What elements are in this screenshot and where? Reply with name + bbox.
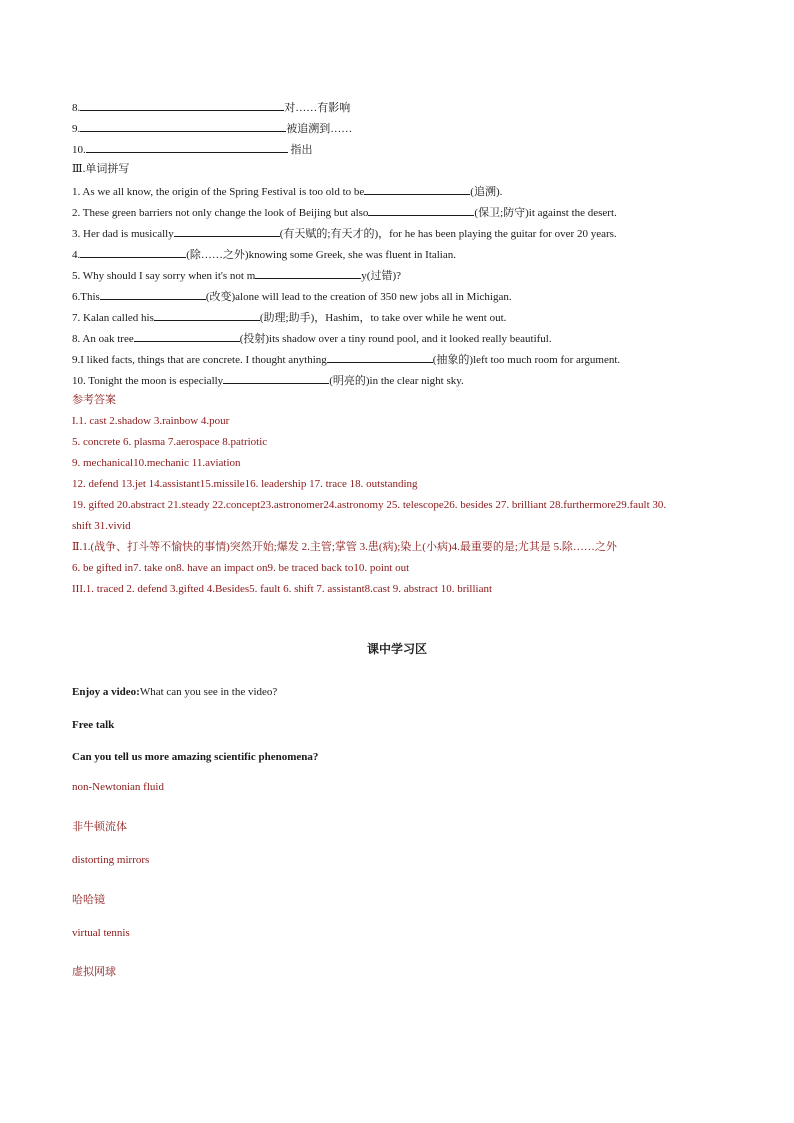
phenomenon-item: 虚拟网球 [72,966,116,978]
answer-blank[interactable] [154,309,260,321]
answer-line: 12. defend 13.jet 14.assistant15.missile16. leadership 17. trace 18. outstanding [72,478,418,490]
spelling-item: 1. As we all know, the origin of the Spring Festival is too old to be (追溯). [72,183,732,204]
answer-blank[interactable] [368,204,474,216]
spelling-item: 5. Why should I say sorry when it's not m y(过错)? [72,267,732,288]
answer-line: I.1. cast 2.shadow 3.rainbow 4.pour [72,415,230,427]
spelling-item: 3. Her dad is musically (有天赋的;有天才的)，for he has been playing the guitar for over 20 years. [72,225,732,246]
section-title: Ⅲ.单词拼写 [72,163,130,175]
phenomenon-item: distorting mirrors [72,854,150,866]
spelling-item: 6.This (改变)alone will lead to the creation of 350 new jobs all in Michigan. [72,288,732,309]
answer-line: shift 31.vivid [72,520,131,532]
spelling-item: 4. (除……之外)knowing some Greek, she was fluent in Italian. [72,246,732,267]
video-prompt: Enjoy a video:What can you see in the video? [72,686,278,698]
discussion-question: Can you tell us more amazing scientific phenomena? [72,751,319,763]
answer-blank[interactable] [80,246,186,258]
phenomenon-item: virtual tennis [72,927,130,939]
answer-blank[interactable] [86,141,288,153]
answer-line: 9. mechanical10.mechanic 11.aviation [72,457,241,469]
answer-line: Ⅱ.1.(战争、打斗等不愉快的事情)突然开始;爆发 2.主管;掌管 3.患(病);染上(小病)4.最重要的是;尤其是 5.除……之外 [72,541,617,553]
worksheet-upper [72,99,732,603]
answer-blank[interactable] [327,351,433,363]
spelling-item: 9.I liked facts, things that are concrete. I thought anything (抽象的)left too much room for argument. [72,351,732,372]
phenomenon-item: 非牛顿流体 [72,821,127,833]
spelling-item: 2. These green barriers not only change the look of Beijing but also (保卫;防守)it against the desert. [72,204,732,225]
answer-blank[interactable] [255,267,361,279]
phrase-item-10: 10. 指出 [72,141,732,162]
answer-blank[interactable] [174,225,280,237]
lesson-section-title: 课中学习区 [366,642,427,656]
spelling-item: 10. Tonight the moon is especially (明亮的)in the clear night sky. [72,372,732,393]
answer-line: 6. be gifted in7. take on8. have an impact on9. be traced back to10. point out [72,562,410,574]
answer-blank[interactable] [80,99,284,111]
answer-blank[interactable] [223,372,329,384]
answers-title: 参考答案 [72,394,116,406]
answer-blank[interactable] [100,288,206,300]
answer-line: 19. gifted 20.abstract 21.steady 22.concept23.astronomer24.astronomy 25. telescope26. besides 27. brilliant 28.furthermore29.fault 30. [72,499,667,511]
phrase-item-8: 8. 对……有影响 [72,99,732,120]
phrase-item-9: 9. 被追溯到…… [72,120,732,141]
answer-line: 5. concrete 6. plasma 7.aerospace 8.patriotic [72,436,268,448]
spelling-item: 8. An oak tree (投射)its shadow over a tiny round pool, and it looked really beautiful. [72,330,732,351]
spelling-item: 7. Kalan called his (助理;助手)，Hashim，to take over while he went out. [72,309,732,330]
phenomenon-item: non-Newtonian fluid [72,781,164,793]
answer-blank[interactable] [134,330,240,342]
answer-blank[interactable] [80,120,286,132]
free-talk-heading: Free talk [72,719,115,731]
answer-line: III.1. traced 2. defend 3.gifted 4.Besides5. fault 6. shift 7. assistant8.cast 9. abstract 10. brilliant [72,583,493,595]
answer-blank[interactable] [364,183,470,195]
phenomenon-item: 哈哈镜 [72,894,105,906]
